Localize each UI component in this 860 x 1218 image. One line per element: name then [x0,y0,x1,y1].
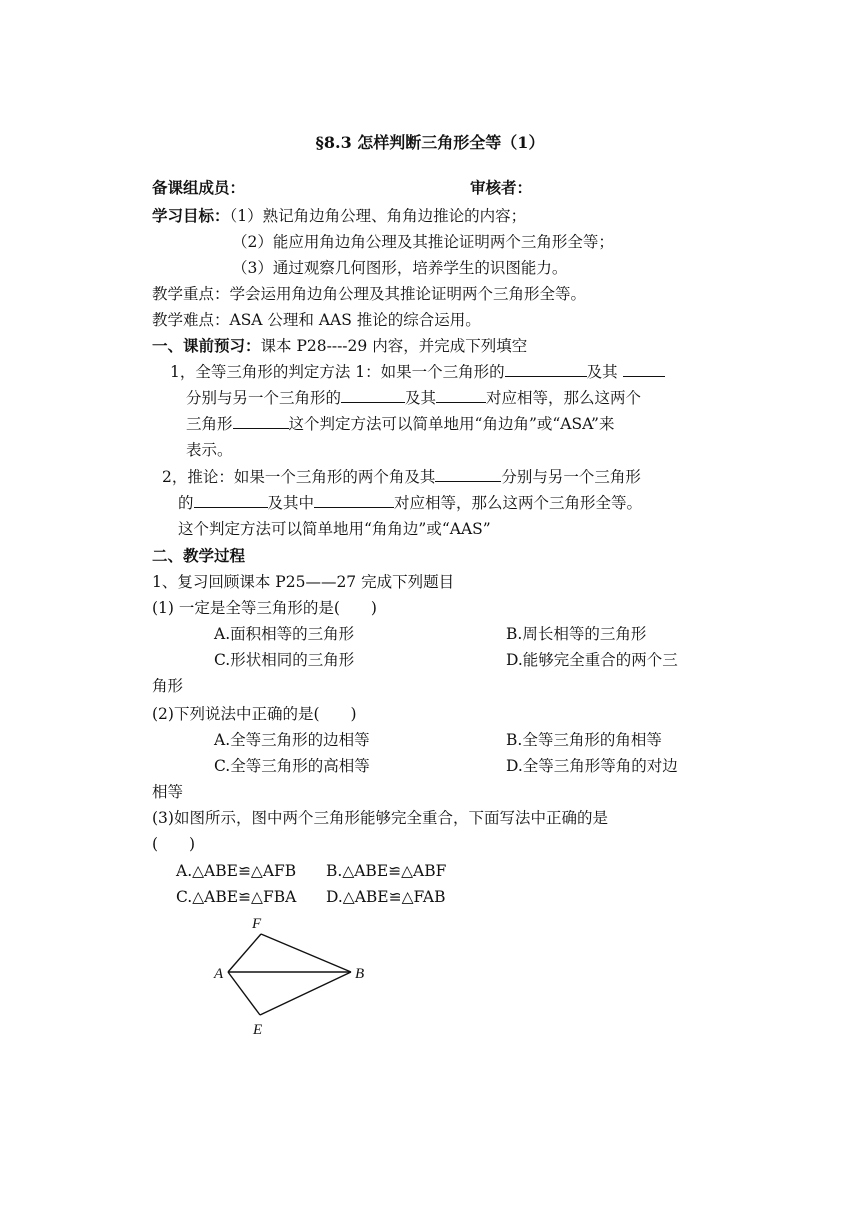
method1-text-d: 及其 [405,389,437,407]
method2-line-1 [162,467,641,487]
method1-line-4: 表示。 [186,441,233,459]
key-point: 教学重点：学会运用角边角公理及其推论证明两个三角形全等。 [152,285,587,303]
q3-option-c[interactable]: C.△ABE≌△FBA [176,888,297,906]
edge-af [228,934,261,972]
method1-line-3 [186,414,614,434]
q1-option-b[interactable]: B.周长相等的三角形 [506,625,647,643]
q1-option-d[interactable]: D.能够完全重合的两个三 [506,651,678,669]
reviewer-label: 审核者： [470,178,533,197]
q2-option-d[interactable]: D.全等三角形等角的对边 [506,757,678,775]
method2-text-b: 分别与另一个三角形 [501,468,641,486]
method1-text-b: 及其 [586,363,618,381]
q1-option-a[interactable]: A.面积相等的三角形 [214,625,355,643]
blank-4[interactable] [436,388,486,403]
question-2: (2)下列说法中正确的是( ) [152,705,357,723]
goals-label: 学习目标： [152,206,230,225]
goal-3: （3）通过观察几何图形，培养学生的识图能力。 [232,259,568,277]
vertex-a-label: A [214,966,224,982]
blank-7[interactable] [194,493,268,508]
goal-1: （1）熟记角边角公理、角角边推论的内容； [229,207,527,225]
method2-text-e: 对应相等，那么这两个三角形全等。 [394,494,643,512]
preview-heading-rest: 课本 P28----29 内容，并完成下列填空 [260,337,528,355]
vertex-b-label: B [355,966,365,982]
method1-text-f: 三角形 [186,415,233,433]
method2-text-d: 及其中 [267,494,315,512]
q3-option-b[interactable]: B.△ABE≌△ABF [326,862,447,880]
triangle-figure [205,912,385,1042]
question-3: (3)如图所示，图中两个三角形能够完全重合，下面写法中正确的是 [152,809,608,827]
method2-text-c: 的 [178,494,194,512]
blank-1[interactable] [505,362,587,377]
method2-line-3: 这个判定方法可以简单地用“角角边”或“AAS” [178,520,491,538]
q3-option-a[interactable]: A.△ABE≌△AFB [176,862,297,880]
review-line: 1、复习回顾课本 P25——27 完成下列题目 [152,573,455,591]
method1-text-c: 分别与另一个三角形的 [186,389,342,407]
question-1: (1) 一定是全等三角形的是( ) [152,599,377,617]
q3-option-d[interactable]: D.△ABE≌△FAB [326,888,446,906]
edge-ae [228,972,260,1015]
blank-3[interactable] [341,388,405,403]
q1-option-c[interactable]: C.形状相同的三角形 [214,651,355,669]
blank-2[interactable] [623,362,665,377]
q2-option-c[interactable]: C.全等三角形的高相等 [214,757,370,775]
difficulty-point: 教学难点：ASA 公理和 AAS 推论的综合运用。 [152,311,481,329]
process-heading: 二、教学过程 [152,546,246,565]
edge-eb [260,972,351,1015]
method2-text-a: 2，推论：如果一个三角形的两个角及其 [162,468,436,486]
method2-line-2 [178,493,642,513]
preview-heading-line [152,336,527,356]
method1-line-2 [186,388,641,408]
page-title: §8.3 怎样判断三角形全等（1） [315,133,545,152]
blank-8[interactable] [314,493,394,508]
method1-text-e: 对应相等，那么这两个 [486,389,642,407]
preview-heading: 一、课前预习： [152,336,261,355]
q2-option-a[interactable]: A.全等三角形的边相等 [214,731,370,749]
vertex-f-label: F [252,916,262,932]
method1-line-1 [170,362,665,382]
q1-option-d-wrap: 角形 [152,677,184,695]
edge-fb [261,934,351,972]
method1-text-a: 1，全等三角形的判定方法 1：如果一个三角形的 [170,363,505,381]
goals-line-1 [152,206,526,226]
members-label: 备课组成员： [152,178,246,197]
q2-option-d-wrap: 相等 [152,783,184,801]
blank-6[interactable] [435,467,501,482]
question-3-paren: ( ) [152,835,196,853]
method1-text-g: 这个判定方法可以简单地用“角边角”或“ASA”来 [288,415,615,433]
blank-5[interactable] [233,414,289,429]
goal-2: （2）能应用角边角公理及其推论证明两个三角形全等； [232,233,614,251]
vertex-e-label: E [253,1022,263,1038]
q2-option-b[interactable]: B.全等三角形的角相等 [506,731,662,749]
